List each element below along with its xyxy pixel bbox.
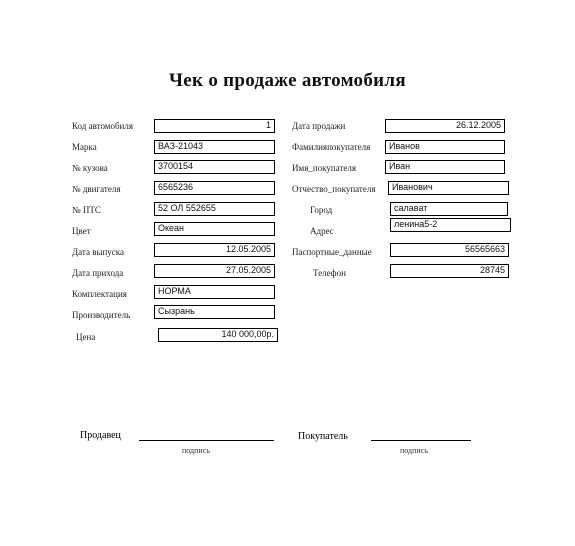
buyer-signature-line — [371, 440, 471, 441]
surname-field[interactable]: Иванов — [385, 140, 505, 154]
equipment-field[interactable]: НОРМА — [154, 285, 275, 299]
arrival-date-field[interactable]: 27.05.2005 — [154, 264, 275, 278]
name-field[interactable]: Иван — [385, 160, 505, 174]
seller-signature-line — [139, 440, 274, 441]
brand-field[interactable]: ВАЗ-21043 — [154, 140, 275, 154]
phone-label: Телефон — [313, 268, 346, 278]
price-label: Цена — [76, 332, 96, 342]
manufacturer-field[interactable]: Сызрань — [154, 305, 275, 319]
name-label: Имя_покупателя — [292, 163, 357, 173]
brand-label: Марка — [72, 142, 97, 152]
release-date-label: Дата выпуска — [72, 247, 125, 257]
buyer-label: Покупатель — [298, 431, 348, 442]
release-date-field[interactable]: 12.05.2005 — [154, 243, 275, 257]
arrival-date-label: Дата прихода — [72, 268, 124, 278]
body-no-field[interactable]: 3700154 — [154, 160, 275, 174]
passport-label: Паспортные_данные — [292, 247, 372, 257]
address-field[interactable]: ленина5-2 — [390, 218, 511, 232]
surname-label: Фамилияпокупателя — [292, 142, 371, 152]
buyer-signature-caption: подпись — [400, 446, 428, 455]
patronymic-field[interactable]: Иванович — [388, 181, 509, 195]
phone-field[interactable]: 28745 — [390, 264, 509, 278]
city-field[interactable]: салават — [390, 202, 508, 216]
sale-date-label: Дата продажи — [292, 121, 346, 131]
pts-label: № ПТС — [72, 205, 101, 215]
color-label: Цвет — [72, 226, 91, 236]
pts-field[interactable]: 52 ОЛ 552655 — [154, 202, 275, 216]
engine-no-label: № двигателя — [72, 184, 121, 194]
seller-signature-caption: подпись — [182, 446, 210, 455]
passport-field[interactable]: 56565663 — [390, 243, 509, 257]
manufacturer-label: Производитель — [72, 310, 131, 320]
body-no-label: № кузова — [72, 163, 108, 173]
engine-no-field[interactable]: 6565236 — [154, 181, 275, 195]
patronymic-label: Отчество_покупателя — [292, 184, 376, 194]
sale-date-field[interactable]: 26.12.2005 — [385, 119, 505, 133]
city-label: Город — [310, 205, 333, 215]
receipt-title: Чек о продаже автомобиля — [169, 70, 406, 91]
car-code-label: Код автомобиля — [72, 121, 134, 131]
color-field[interactable]: Океан — [154, 222, 275, 236]
address-label: Адрес — [310, 226, 334, 236]
seller-label: Продавец — [80, 430, 121, 441]
car-code-field[interactable]: 1 — [154, 119, 275, 133]
equipment-label: Комплектация — [72, 289, 127, 299]
price-field[interactable]: 140 000,00р. — [158, 328, 278, 342]
